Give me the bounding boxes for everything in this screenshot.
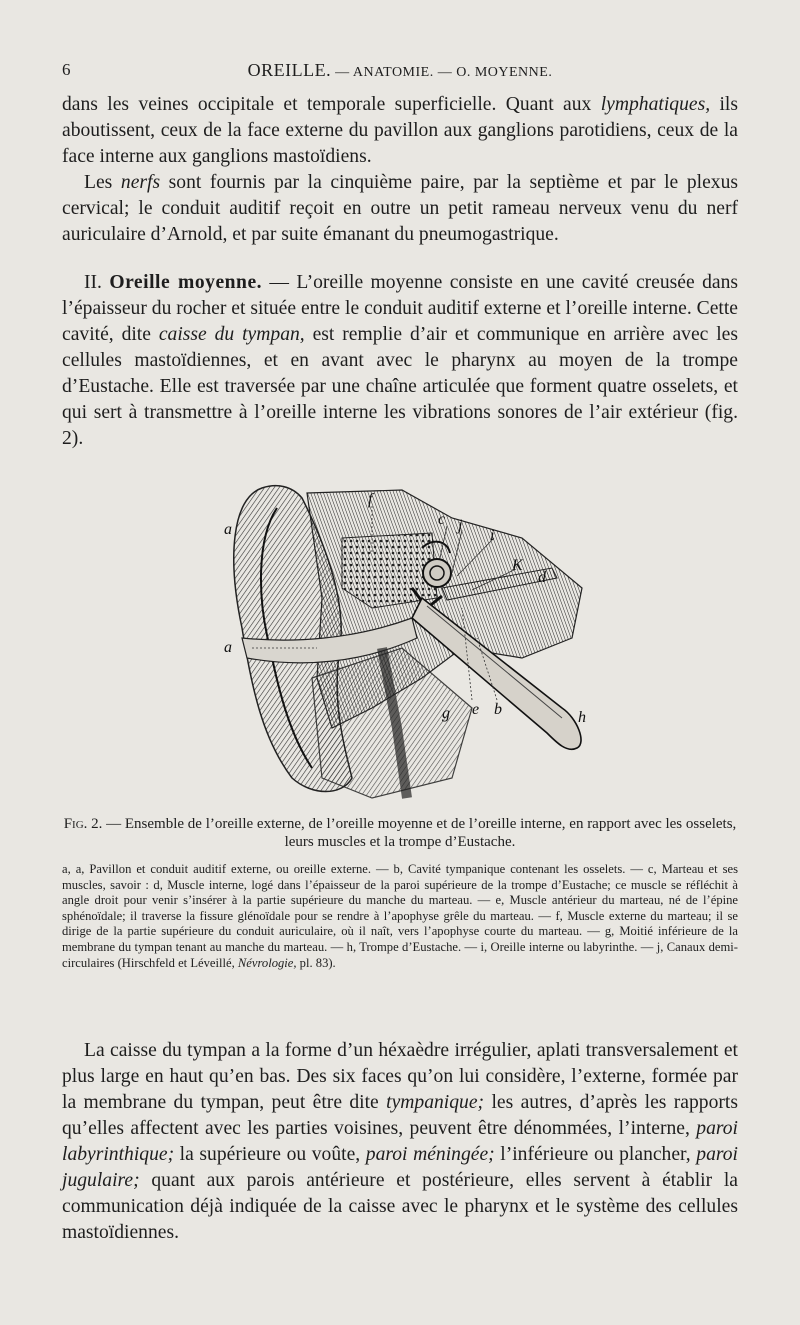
label-b: b	[494, 701, 502, 718]
figure-caption: Fig. 2. — Ensemble de l’oreille externe, de l’oreille moyenne et de l’oreille interne, en rapport avec les osselets, leurs muscles et la trompe d’Eustache.	[63, 816, 737, 850]
running-title: OREILLE. — ANATOMIE. — O. MOYENNE.	[247, 60, 553, 80]
ear-anatomy-engraving	[222, 478, 602, 800]
paragraph-middle-ear: II. Oreille moyenne. — L’oreille moyenne consiste en une cavité creusée dans l’épaisseur du rocher et située entre le conduit auditif externe et l’oreille interne. Cette cavité, dite caisse du tympan, est remplie d’air et communique en arrière avec les cellules mastoïdiennes, et en avant avec le pharynx au moyen de la trompe d’Eustache. Elle est traversée par une chaîne articulée que forment quatre osselets, et qui sert à transmettre à l’oreille interne les vibrations sonores de l’air extérieur (fig. 2).	[62, 272, 738, 449]
label-a-top: a	[224, 521, 232, 538]
label-f: f	[368, 491, 373, 508]
paragraph-nerves: Les nerfs sont fournis par la cinquième paire, par la septième et par le plexus cervical; le conduit auditif reçoit en outre un petit rameau nerveux venu du nerf auriculaire d’Arnold, et par suite émanant du pneumogastrique.	[62, 172, 738, 245]
label-a-mid: a	[224, 639, 232, 656]
label-h: h	[578, 709, 586, 726]
label-e: e	[472, 701, 480, 718]
section-heading: Oreille moyenne.	[109, 272, 263, 293]
paragraph-lymphatics: dans les veines occipitale et temporale superficielle. Quant aux lymphatiques, ils aboutissent, ceux de la face externe du pavillon aux ganglions parotidiens, ceux de la face interne aux ganglions mastoïdiens.	[62, 94, 739, 167]
figure-legend: a, a, Pavillon et conduit auditif externe, ou oreille externe. — b, Cavité tympanique contenant les osselets. — c, Marteau et ses muscles, savoir : d, Muscle interne, logé dans l’épaisseur de la paroi supérieure de la trompe d’Eustache; ce muscle se réfléchit à angle droit pour venir s’insérer à la partie supérieure du manche du marteau. — e, Muscle antérieur du marteau, né de l’épine sphénoïdale; il traverse la fissure glénoïdale pour se rendre à l’apophyse grêle du marteau. — f, Muscle externe du marteau; il se dirige de la partie supérieure du conduit auriculaire, où il naît, vers l’apophyse courte du marteau. — g, Moitié inférieure de la membrane du tympan tenant au manche du marteau. — h, Trompe d’Eustache. — i, Oreille interne ou labyrinthe. — j, Canaux demi-circulaires (Hirschfeld et Léveillé, Névrologie, pl. 83).	[62, 862, 738, 970]
label-i: i	[490, 527, 495, 544]
label-d: d	[538, 569, 546, 586]
label-c: c	[438, 511, 446, 528]
paragraph-tympanic-cavity: La caisse du tympan a la forme d’un héxaèdre irrégulier, aplati transversalement et plus large en haut qu’en bas. Des six faces qu’on lui considère, l’externe, formée par la membrane du tympan, peut être dite tympanique; les autres, d’après les rapports qu’elles affectent avec les parties voisines, peuvent être dénommées, l’interne, paroi labyrinthique; la supérieure ou voûte, paroi méningée; l’inférieure ou plancher, paroi jugulaire; quant aux parois antérieure et postérieure, elles servent à établir la communication déjà indiquée de la caisse avec le pharynx et le système des cellules mastoïdiennes.	[62, 1039, 738, 1243]
running-header	[62, 60, 738, 88]
label-j: j	[458, 517, 463, 534]
page-number: 6	[62, 60, 71, 79]
cochlea	[423, 559, 451, 587]
label-k: K	[512, 557, 523, 574]
label-g: g	[442, 705, 450, 722]
